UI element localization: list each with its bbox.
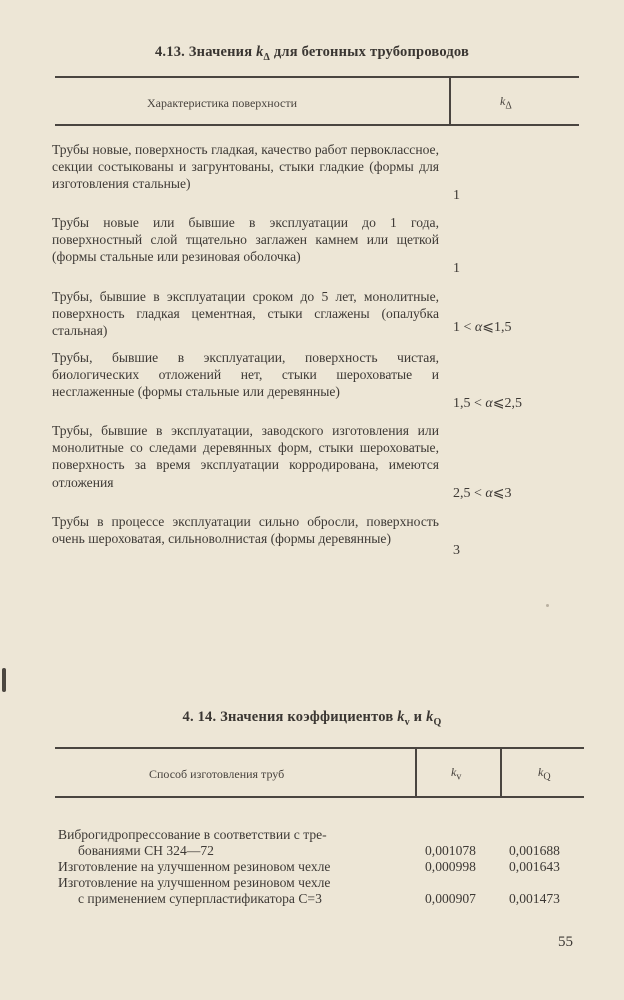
table-row-1-text: Трубы новые, поверхность гладкая, качество работ первоклассное, секции состыкованы и загрунтованы, стыки гладкие (формы для изготовления стальные)	[52, 142, 439, 192]
method-row-3-line-1: Изготовление на улучшенном резиновом чехле	[58, 875, 331, 890]
table-row-4-text: Трубы, бывшие в эксплуатации, поверхность чистая, биологических отложений нет, стыки шероховатые и несглаженные (формы стальные или деревянные)	[52, 350, 439, 400]
method-row-1-kq: 0,001688	[509, 843, 560, 858]
table-row-6-value: 3	[453, 543, 460, 558]
table-4-14-title: 4. 14. Значения коэффициентов $k_v$ и $k_Q$	[182, 709, 442, 728]
method-row-2-kv: 0,000998	[425, 859, 476, 874]
page-edge-mark	[2, 668, 6, 692]
method-row-2-line-1: Изготовление на улучшенном резиновом чехле	[58, 859, 331, 874]
method-row-2-kq: 0,001643	[509, 859, 560, 874]
method-row-3-kq: 0,001473	[509, 891, 560, 906]
table-4-13-title: 4.13. Значения $k_\Delta$ для бетонных трубопроводов	[154, 44, 470, 63]
method-row-3-line-2: с применением суперпластификатора С=3	[78, 891, 322, 906]
table-row-3-value: 1 < α⩽1,5	[453, 320, 512, 335]
table-4-14-header-divider-1	[415, 749, 417, 796]
table-row-1-value: 1	[453, 188, 460, 203]
method-row-1-kv: 0,001078	[425, 843, 476, 858]
column-header-kv: $k_v$	[451, 765, 462, 783]
method-row-1-line-2: бованиями СН 324—72	[78, 843, 214, 858]
table-4-13-top-rule	[55, 76, 579, 78]
table-row-3-text: Трубы, бывшие в эксплуатации сроком до 5 лет, монолитные, поверхность гладкая цементная, стыки сглажены (опалубка стальная)	[52, 289, 439, 339]
table-row-5-text: Трубы, бывшие в эксплуатации, заводского изготовления или монолитные со следами деревянных форм, стыки шероховатые, поверхность за время эксплуатации корродирована, имеются отложения	[52, 423, 439, 490]
table-4-13-header-rule	[55, 124, 579, 126]
column-header-kq: $k_Q$	[538, 765, 551, 783]
page-number: 55	[558, 934, 573, 950]
table-4-14-header-rule	[55, 796, 584, 798]
method-row-1-line-1: Виброгидропрессование в соответствии с тре-	[58, 827, 327, 842]
method-row-3-kv: 0,000907	[425, 891, 476, 906]
table-row-4-value: 1,5 < α⩽2,5	[453, 396, 522, 411]
table-row-2-text: Трубы новые или бывшие в эксплуатации до 1 года, поверхностный слой тщательно заглажен камнем или щеткой (формы стальные или резиновая оболочка)	[52, 215, 439, 265]
table-row-6-text: Трубы в процессе эксплуатации сильно обросли, поверхность очень шероховатая, сильноволнистая (формы деревянные)	[52, 514, 439, 547]
table-4-14-header-divider-2	[500, 749, 502, 796]
column-header-method: Способ изготовления труб	[149, 767, 285, 781]
column-header-k-delta: $k_\Delta$	[500, 94, 512, 112]
table-4-13-header-divider	[449, 78, 451, 124]
table-row-2-value: 1	[453, 261, 460, 276]
table-4-14-top-rule	[55, 747, 584, 749]
column-header-characteristic: Характеристика поверхности	[147, 96, 298, 110]
paper-speck	[546, 604, 549, 607]
table-row-5-value: 2,5 < α⩽3	[453, 486, 512, 501]
